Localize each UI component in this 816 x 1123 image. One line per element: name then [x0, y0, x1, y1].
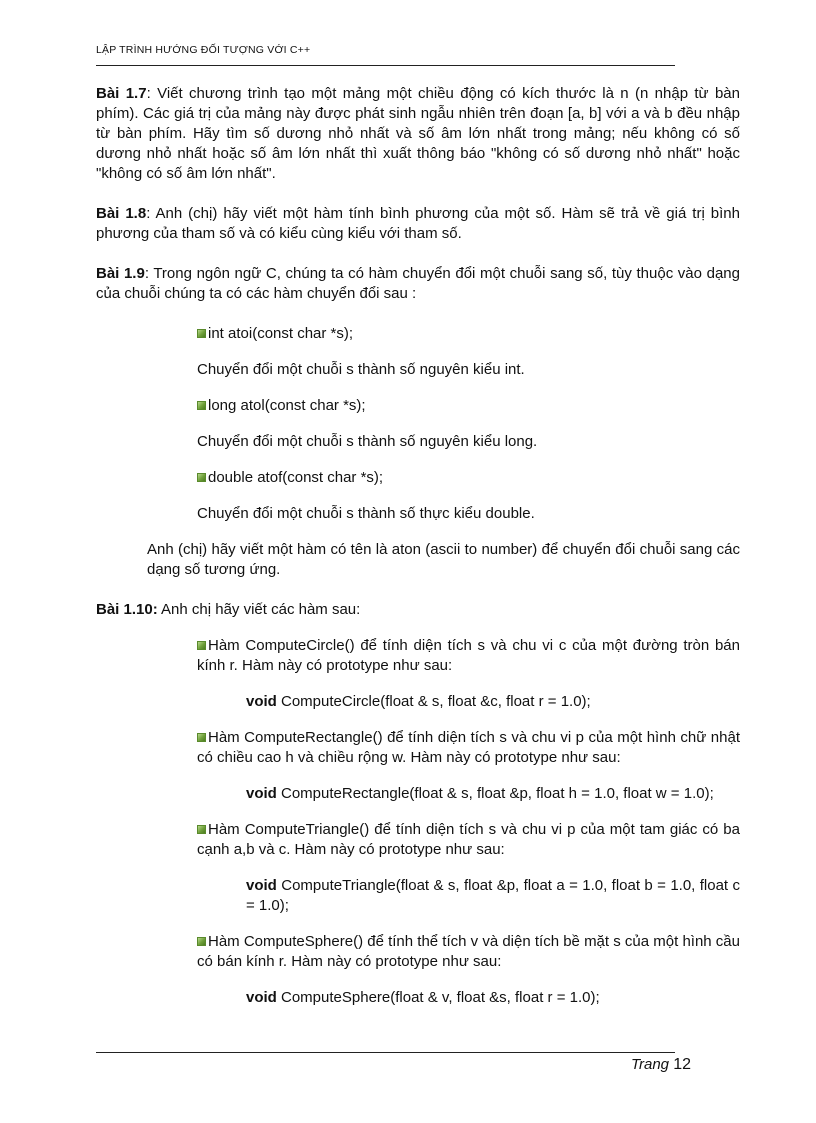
- exercise-text: Anh chị hãy viết các hàm sau:: [157, 601, 361, 618]
- function-description: Chuyển đổi một chuỗi s thành số nguyên kiểu long.: [197, 433, 538, 450]
- exercise-text: : Viết chương trình tạo một mảng một chiều động có kích thước là n (n nhập từ bàn phím). Các giá trị của mảng này được phát sinh ngẫu nhiên trên đoạn [a, b] với a và b đều nhập từ bàn phím. Hãy tìm số dương nhỏ nhất và số âm lớn nhất trong mảng; nếu không có số dương nhỏ nhất hoặc số âm lớn nhất thì xuất thông báo "không có số dương nhỏ nhất" hoặc "không có số âm lớn nhất".: [96, 85, 740, 182]
- prototype-triangle: void ComputeTriangle(float & s, float &p, float a = 1.0, float b = 1.0, float c = 1.0);: [246, 877, 740, 914]
- conversion-functions: [96, 324, 740, 524]
- exercise-1-10: [96, 600, 740, 620]
- page-number: 12: [673, 1056, 691, 1073]
- footer-divider: [96, 1052, 675, 1053]
- bullet-icon: [197, 401, 206, 410]
- function-item-circle: Hàm ComputeCircle() để tính diện tích s và chu vi c của một đường tròn bán kính r. Hàm này có prototype như sau:: [197, 637, 740, 674]
- page-label: Trang: [630, 1056, 670, 1073]
- function-signature: int atoi(const char *s);: [197, 324, 740, 344]
- exercise-label: Bài 1.10:: [96, 601, 158, 618]
- function-item-triangle: Hàm ComputeTriangle() để tính diện tích s và chu vi p của một tam giác có ba cạnh a,b và c. Hàm này có prototype như sau:: [197, 821, 740, 858]
- prototype-rectangle: void ComputeRectangle(float & s, float &p, float h = 1.0, float w = 1.0);: [246, 785, 714, 802]
- exercise-text: : Trong ngôn ngữ C, chúng ta có hàm chuyển đổi một chuỗi sang số, tùy thuộc vào dạng của chuỗi chúng ta có các hàm chuyển đổi sau :: [96, 265, 740, 302]
- bullet-icon: [197, 825, 206, 834]
- page-footer: [560, 1056, 691, 1074]
- function-signature: long atol(const char *s);: [197, 396, 740, 416]
- exercise-text: : Anh (chị) hãy viết một hàm tính bình phương của một số. Hàm sẽ trả về giá trị bình phương của tham số và có kiểu cùng kiểu với tham số.: [96, 205, 740, 242]
- exercise-label: Bài 1.9: [96, 265, 145, 282]
- function-description: Chuyển đổi một chuỗi s thành số thực kiểu double.: [197, 505, 535, 522]
- function-signature: double atof(const char *s);: [197, 468, 740, 488]
- prototype-sphere: void ComputeSphere(float & v, float &s, float r = 1.0);: [246, 989, 600, 1006]
- bullet-icon: [197, 937, 206, 946]
- page-content: [96, 84, 740, 1024]
- exercise-1-7: [96, 84, 740, 184]
- running-header: LẬP TRÌNH HƯỚNG ĐỐI TƯỢNG VỚI C++: [96, 44, 311, 56]
- bullet-icon: [197, 641, 206, 650]
- bullet-icon: [197, 733, 206, 742]
- bullet-icon: [197, 329, 206, 338]
- bullet-icon: [197, 473, 206, 482]
- prototype-circle: void ComputeCircle(float & s, float &c, float r = 1.0);: [246, 693, 591, 710]
- exercise-1-8: [96, 204, 740, 244]
- exercise-label: Bài 1.7: [96, 85, 147, 102]
- exercise-label: Bài 1.8: [96, 205, 147, 222]
- function-description: Chuyển đổi một chuỗi s thành số nguyên kiểu int.: [197, 361, 525, 378]
- header-divider: [96, 65, 675, 66]
- function-item-sphere: Hàm ComputeSphere() để tính thể tích v và diện tích bề mặt s của một hình cầu có bán kính r. Hàm này có prototype như sau:: [197, 933, 740, 970]
- exercise-1-9: [96, 264, 740, 304]
- exercise-1-9-closing: Anh (chị) hãy viết một hàm có tên là aton (ascii to number) để chuyển đổi chuỗi sang các dạng số tương ứng.: [147, 541, 740, 578]
- function-item-rectangle: Hàm ComputeRectangle() để tính diện tích s và chu vi p của một hình chữ nhật có chiều cao h và chiều rộng w. Hàm này có prototype như sau:: [197, 729, 740, 766]
